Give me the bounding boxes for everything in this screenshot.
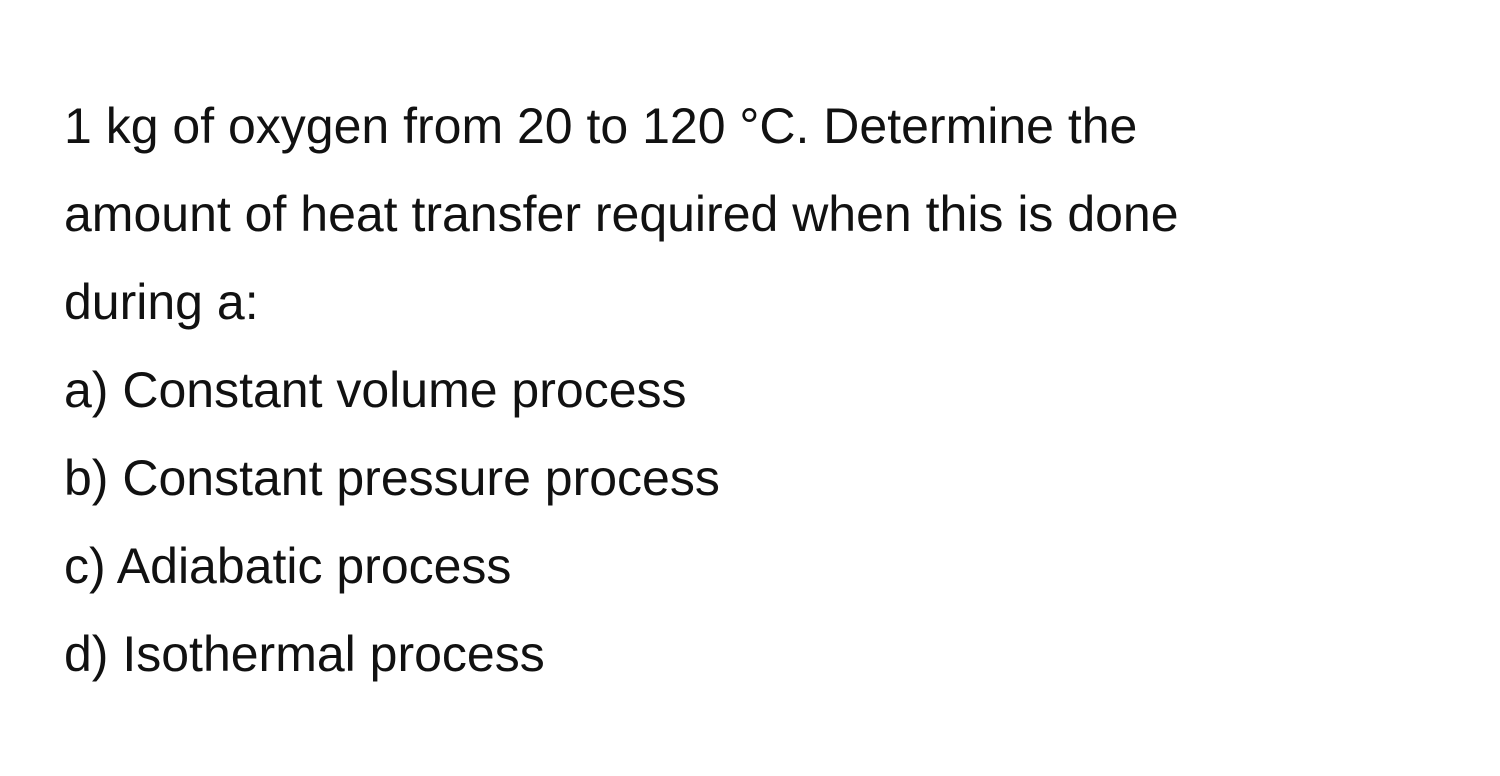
question-line: during a: (64, 274, 259, 330)
option-c: c) Adiabatic process (64, 538, 512, 594)
question-stem (64, 82, 1464, 346)
option-b: b) Constant pressure process (64, 450, 720, 506)
question-document (64, 82, 1464, 698)
question-line: 1 kg of oxygen from 20 to 120 °C. Determine the (64, 98, 1138, 154)
option-d: d) Isothermal process (64, 626, 545, 682)
question-line: amount of heat transfer required when this is done (64, 186, 1179, 242)
option-a: a) Constant volume process (64, 362, 687, 418)
answer-options (64, 346, 1464, 698)
